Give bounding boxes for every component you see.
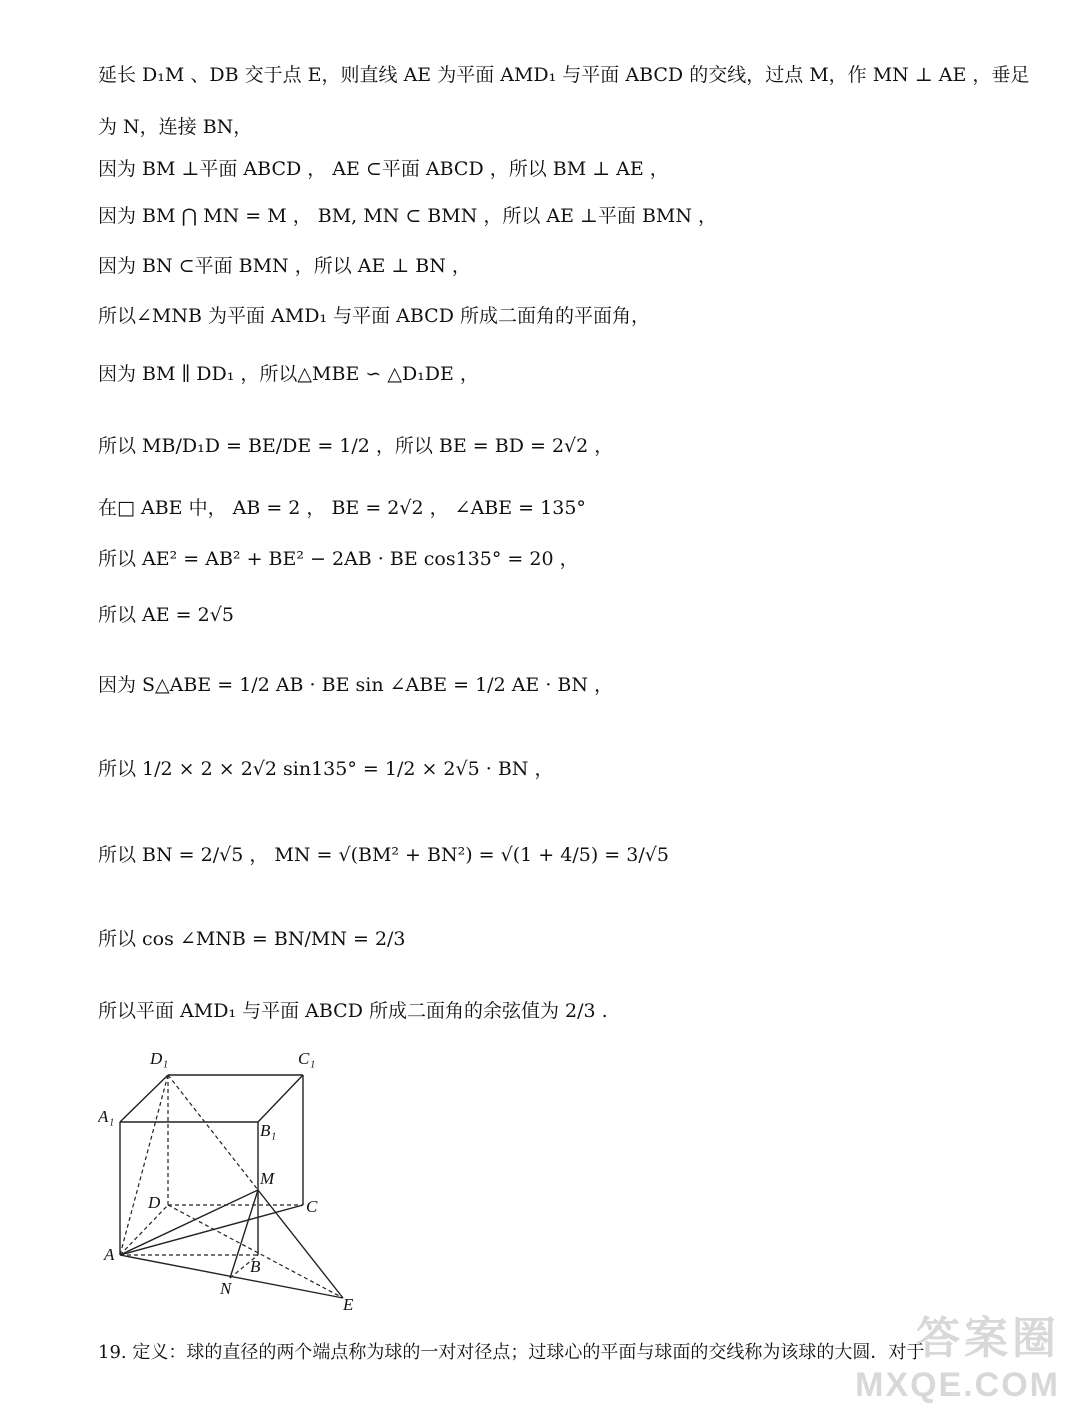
- next-question-text: 19. 定义：球的直径的两个端点称为球的一对对径点；过球心的平面与球面的交线称为该球的大圆．对于: [98, 1342, 925, 1363]
- text-line-9: 在□ ABE 中， AB = 2 ， BE = 2√2 ， ∠ABE = 135°: [98, 497, 586, 519]
- label-c1: C₁: [298, 1049, 316, 1068]
- text-line-1: 延长 D₁M 、DB 交于点 E，则直线 AE 为平面 AMD₁ 与平面 ABCD 的交线，过点 M，作 MN ⊥ AE ，垂足: [98, 64, 1030, 86]
- text-line-3: 因为 BM ⊥平面 ABCD ， AE ⊂平面 ABCD ，所以 BM ⊥ AE ，: [98, 158, 669, 180]
- text-line-12: 因为 S△ABE = 1/2 AB · BE sin ∠ABE = 1/2 AE · BN ，: [98, 674, 614, 696]
- edge-b1-c1: [258, 1075, 303, 1122]
- label-d: D: [148, 1193, 161, 1212]
- line-d1-m: [168, 1075, 258, 1190]
- text-line-16: 所以平面 AMD₁ 与平面 ABCD 所成二面角的余弦值为 2/3 .: [98, 1000, 608, 1022]
- label-b: B: [250, 1257, 261, 1276]
- label-a1: A₁: [98, 1107, 115, 1126]
- text-line-2: 为 N，连接 BN，: [98, 116, 253, 138]
- text-line-6: 所以∠MNB 为平面 AMD₁ 与平面 ABCD 所成二面角的平面角，: [98, 305, 650, 327]
- edge-a1-d1: [120, 1075, 168, 1122]
- geometry-figure: [98, 1040, 378, 1320]
- label-m: M: [260, 1169, 275, 1188]
- watermark-logo: 答案圈 MXQE.COM: [855, 1314, 1060, 1404]
- line-d-e: [168, 1205, 343, 1298]
- label-d1: D₁: [150, 1049, 169, 1068]
- text-line-4: 因为 BM ⋂ MN = M ， BM, MN ⊂ BMN ，所以 AE ⊥平面 BMN ，: [98, 205, 718, 227]
- label-b1: B₁: [260, 1121, 277, 1140]
- label-c: C: [306, 1197, 318, 1216]
- text-line-15: 所以 cos ∠MNB = BN/MN = 2/3: [98, 928, 406, 950]
- text-line-10: 所以 AE² = AB² + BE² − 2AB · BE cos135° = 20 ，: [98, 548, 579, 570]
- text-line-8: 所以 MB/D₁D = BE/DE = 1/2 ，所以 BE = BD = 2√2 ，: [98, 435, 614, 457]
- label-a: A: [104, 1245, 115, 1264]
- text-line-13: 所以 1/2 × 2 × 2√2 sin135° = 1/2 × 2√5 · BN ，: [98, 758, 554, 780]
- text-line-7: 因为 BM ∥ DD₁ ，所以△MBE ∽ △D₁DE ，: [98, 363, 479, 385]
- text-line-5: 因为 BN ⊂平面 BMN ，所以 AE ⊥ BN ，: [98, 255, 471, 277]
- edge-a-d: [120, 1205, 168, 1255]
- text-line-11: 所以 AE = 2√5: [98, 604, 234, 626]
- label-e: E: [343, 1295, 354, 1314]
- text-line-14: 所以 BN = 2/√5 ， MN = √(BM² + BN²) = √(1 + 4/5) = 3/√5: [98, 844, 669, 866]
- line-d1-a: [120, 1075, 168, 1255]
- label-n: N: [220, 1279, 232, 1298]
